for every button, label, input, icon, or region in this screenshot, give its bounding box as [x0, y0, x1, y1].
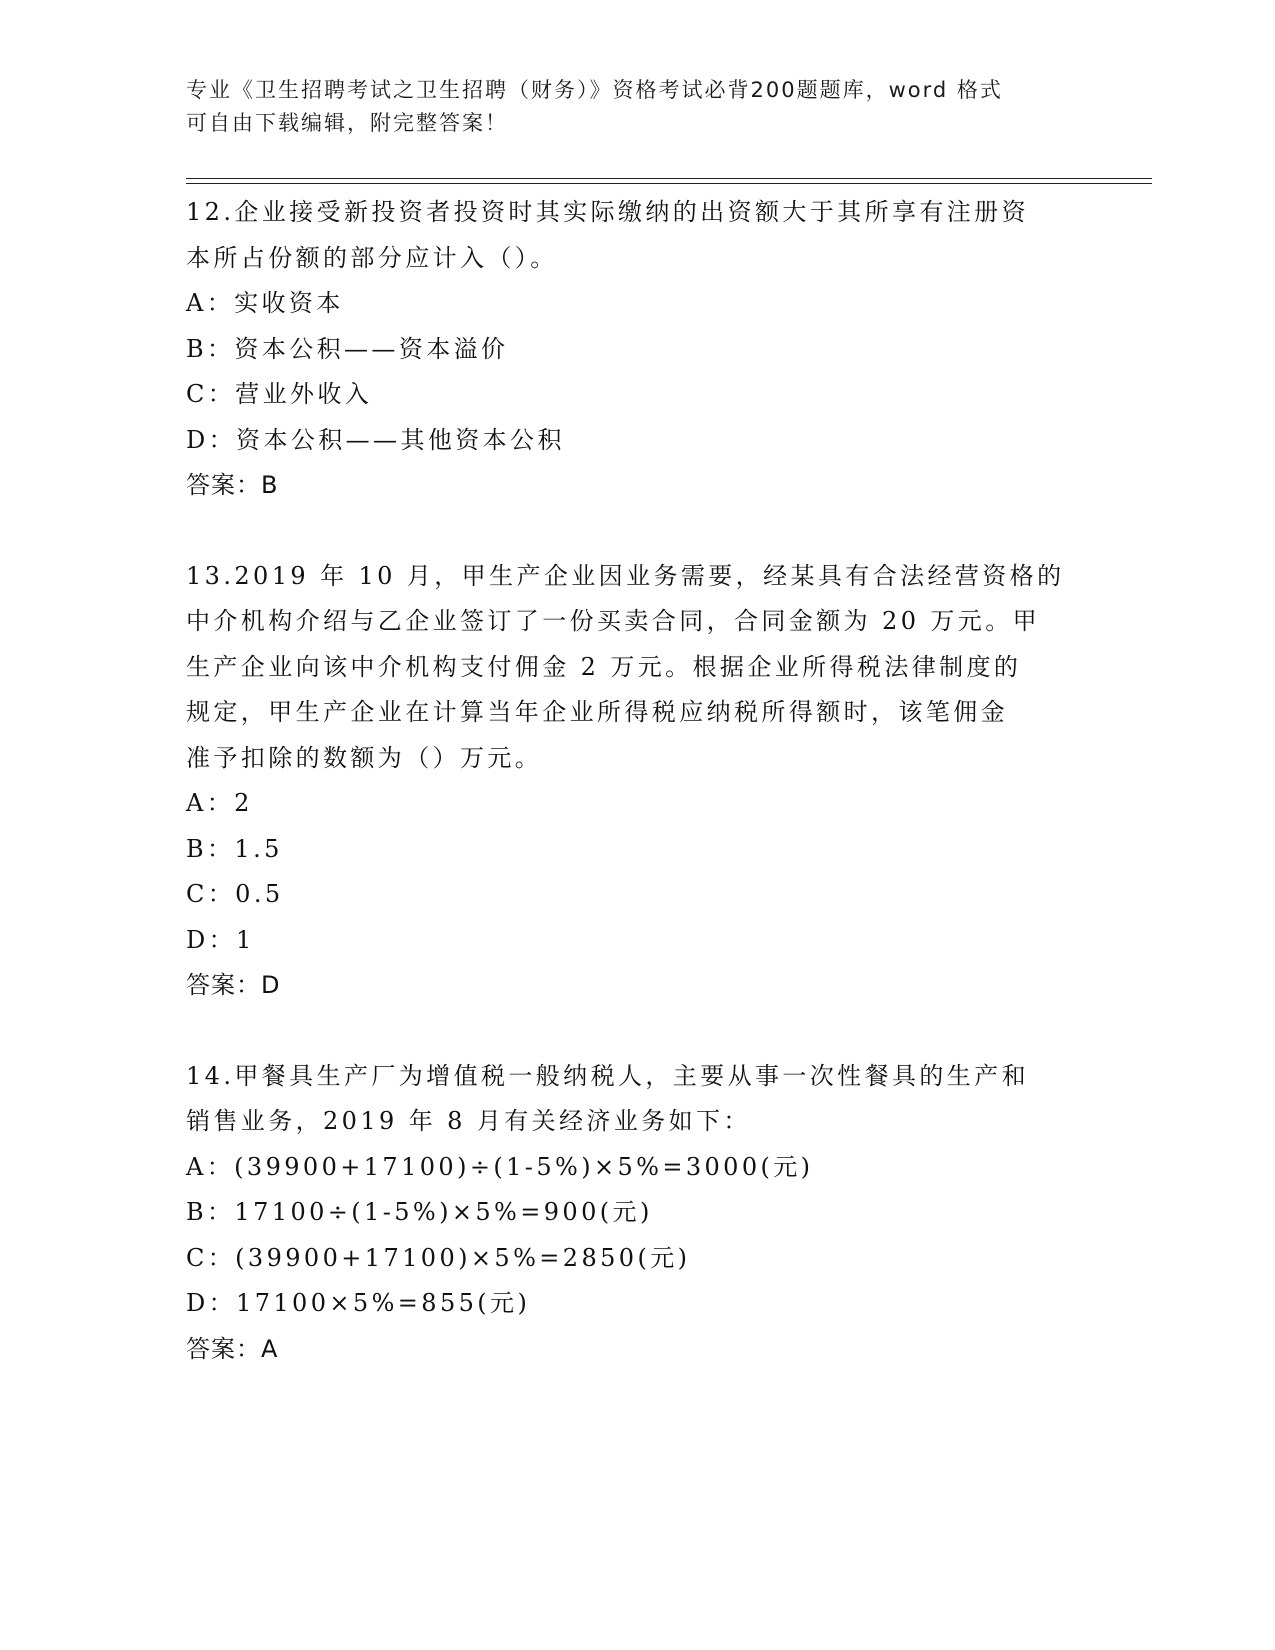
question-stem-line: 本所占份额的部分应计入（）。	[186, 243, 558, 272]
answer-label: 答案：A	[186, 1334, 279, 1363]
header-line-1: 专业《卫生招聘考试之卫生招聘（财务）》资格考试必背200题题库，word 格式	[186, 78, 1003, 102]
document-header	[186, 74, 1066, 140]
option-a: A：实收资本	[186, 289, 344, 317]
question-stem-line: 中介机构介绍与乙企业签订了一份买卖合同，合同金额为 20 万元。甲	[186, 607, 1040, 635]
question-spacer	[186, 1009, 1086, 1054]
answer-label: 答案：B	[186, 471, 279, 499]
question-stem-line: 销售业务，2019 年 8 月有关经济业务如下：	[186, 1107, 751, 1135]
question-list	[186, 190, 1086, 1372]
option-b: B：1.5	[186, 834, 283, 863]
question-stem-line: 12.企业接受新投资者投资时其实际缴纳的出资额大于其所享有注册资	[186, 198, 1029, 226]
option-c: C：营业外收入	[186, 380, 373, 408]
header-line-2: 可自由下载编辑，附完整答案！	[186, 111, 508, 135]
header-divider-top	[186, 178, 1152, 179]
question-12	[186, 190, 1086, 509]
question-stem-line: 准予扣除的数额为（）万元。	[186, 743, 543, 772]
question-spacer	[186, 509, 1086, 554]
option-d: D：资本公积——其他资本公积	[186, 425, 565, 454]
question-14	[186, 1054, 1086, 1373]
question-stem-line: 13.2019 年 10 月，甲生产企业因业务需要，经某具有合法经营资格的	[186, 561, 1065, 590]
option-a: A：(39900+17100)÷(1-5%)×5%=3000(元)	[186, 1152, 814, 1181]
option-d: D：17100×5%=855(元)	[186, 1289, 531, 1317]
answer-label: 答案：D	[186, 971, 281, 999]
question-stem-line: 生产企业向该中介机构支付佣金 2 万元。根据企业所得税法律制度的	[186, 652, 1022, 681]
option-a: A：2	[186, 789, 253, 817]
option-d: D：1	[186, 925, 255, 954]
option-c: C：(39900+17100)×5%=2850(元)	[186, 1243, 691, 1272]
header-divider-bottom	[186, 183, 1152, 184]
question-stem-line: 14.甲餐具生产厂为增值税一般纳税人，主要从事一次性餐具的生产和	[186, 1061, 1029, 1090]
option-c: C：0.5	[186, 880, 284, 908]
option-b: B：17100÷(1-5%)×5%=900(元)	[186, 1198, 653, 1226]
question-stem-line: 规定，甲生产企业在计算当年企业所得税应纳税所得额时，该笔佣金	[186, 698, 1008, 726]
option-b: B：资本公积——资本溢价	[186, 334, 509, 363]
question-13	[186, 554, 1086, 1009]
